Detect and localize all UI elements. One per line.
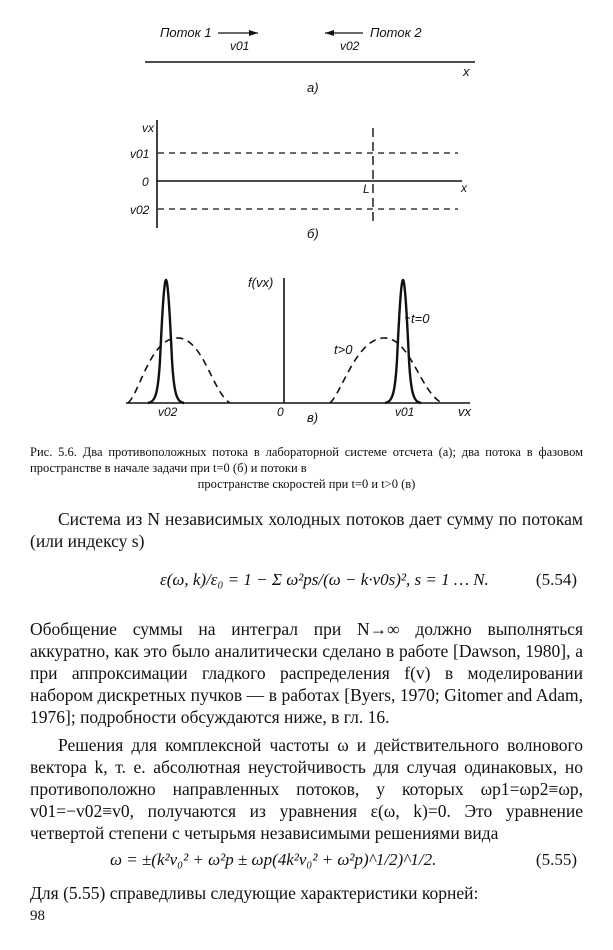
figure-5-6 [0, 0, 613, 440]
x-label-a: x [463, 64, 470, 79]
x-label-b: x [461, 181, 467, 195]
flow1-velocity: v01 [230, 39, 250, 53]
tick-v01-c: v01 [395, 405, 415, 419]
equation-5-55-number: (5.55) [535, 850, 577, 869]
panel-b-letter: б) [307, 226, 319, 241]
tick-zero-b: 0 [142, 175, 149, 189]
paragraph-2-block [30, 618, 583, 728]
equation-5-54 [30, 570, 583, 600]
paragraph-1-block [30, 508, 583, 552]
tick-zero-c: 0 [277, 405, 284, 419]
tick-v02-c: v02 [158, 405, 178, 419]
paragraph-2: Обобщение суммы на интеграл при N→∞ должно выполняться аккуратно, как это было аналитически сделано в работе [Dawson, 1980], а при аппроксимации гладкого распределения f(v) в моделировании набором дискретных пучков — в работах [Byers, 1970; Gitomer and Adam, 1976]; подробности обсуждаются ниже, в гл. 16. [30, 619, 583, 727]
caption-text: Рис. 5.6. Два противоположных потока в лабораторной системе отсчета (а); два потока в фазовом пространстве в начале задачи при t=0 (б) и потоки в [30, 445, 583, 475]
flow1-arrowhead [249, 30, 258, 36]
paragraph-3-block [30, 734, 583, 844]
panel-c-letter: в) [307, 410, 319, 425]
panel-a-letter: а) [307, 80, 319, 95]
caption-last-line: пространстве скоростей при t=0 и t>0 (в) [197, 477, 416, 491]
flow2-arrowhead [325, 30, 334, 36]
equation-5-54-number: (5.54) [535, 570, 577, 589]
panel-c [126, 275, 472, 425]
vx-label-c: vx [458, 404, 471, 419]
equation-5-55-formula: ω = ±(k²v₀² + ω²p ± ωp(4k²v₀² + ω²p)^1/2)^1/2. [110, 850, 437, 869]
tick-v01-b: v01 [130, 147, 150, 161]
flow2-label: Поток 2 [370, 25, 422, 40]
tick-v02-b: v02 [130, 203, 150, 217]
label-t0: t=0 [411, 311, 430, 326]
equation-5-55 [30, 850, 583, 876]
panel-a [145, 25, 475, 95]
flow1-label: Поток 1 [160, 25, 212, 40]
broad-beam-v02 [128, 338, 230, 403]
panel-b [130, 120, 468, 241]
equation-5-54-formula: ε(ω, k)/ε₀ = 1 − Σ ω²ps/(ω − k·v0s)², s = 1 … N. [160, 570, 489, 589]
paragraph-4-block [30, 882, 583, 904]
vx-label-b: vx [142, 121, 154, 135]
fvx-label: f(vx) [248, 275, 274, 290]
paragraph-1: Система из N независимых холодных потоков дает сумму по потокам (или индексу s) [30, 509, 583, 551]
marker-L: L [363, 182, 370, 196]
narrow-beam-v01 [385, 280, 421, 403]
paragraph-4: Для (5.55) справедливы следующие характеристики корней: [30, 883, 479, 903]
paragraph-3: Решения для комплексной частоты ω и действительного волнового вектора k, т. е. абсолютная неустойчивость для случая одинаковых, но противоположно направленных потоков, у которых ωp1=ωp2≡ωp, v01=−v02≡v0, получаются из уравнения ε(ω, k)=0. Это уравнение четвертой степени с четырьмя независимыми решениями вида [30, 735, 583, 843]
page-number: 98 [30, 908, 45, 924]
flow2-velocity: v02 [340, 39, 360, 53]
figure-caption [30, 444, 583, 492]
label-tpos: t>0 [334, 342, 353, 357]
